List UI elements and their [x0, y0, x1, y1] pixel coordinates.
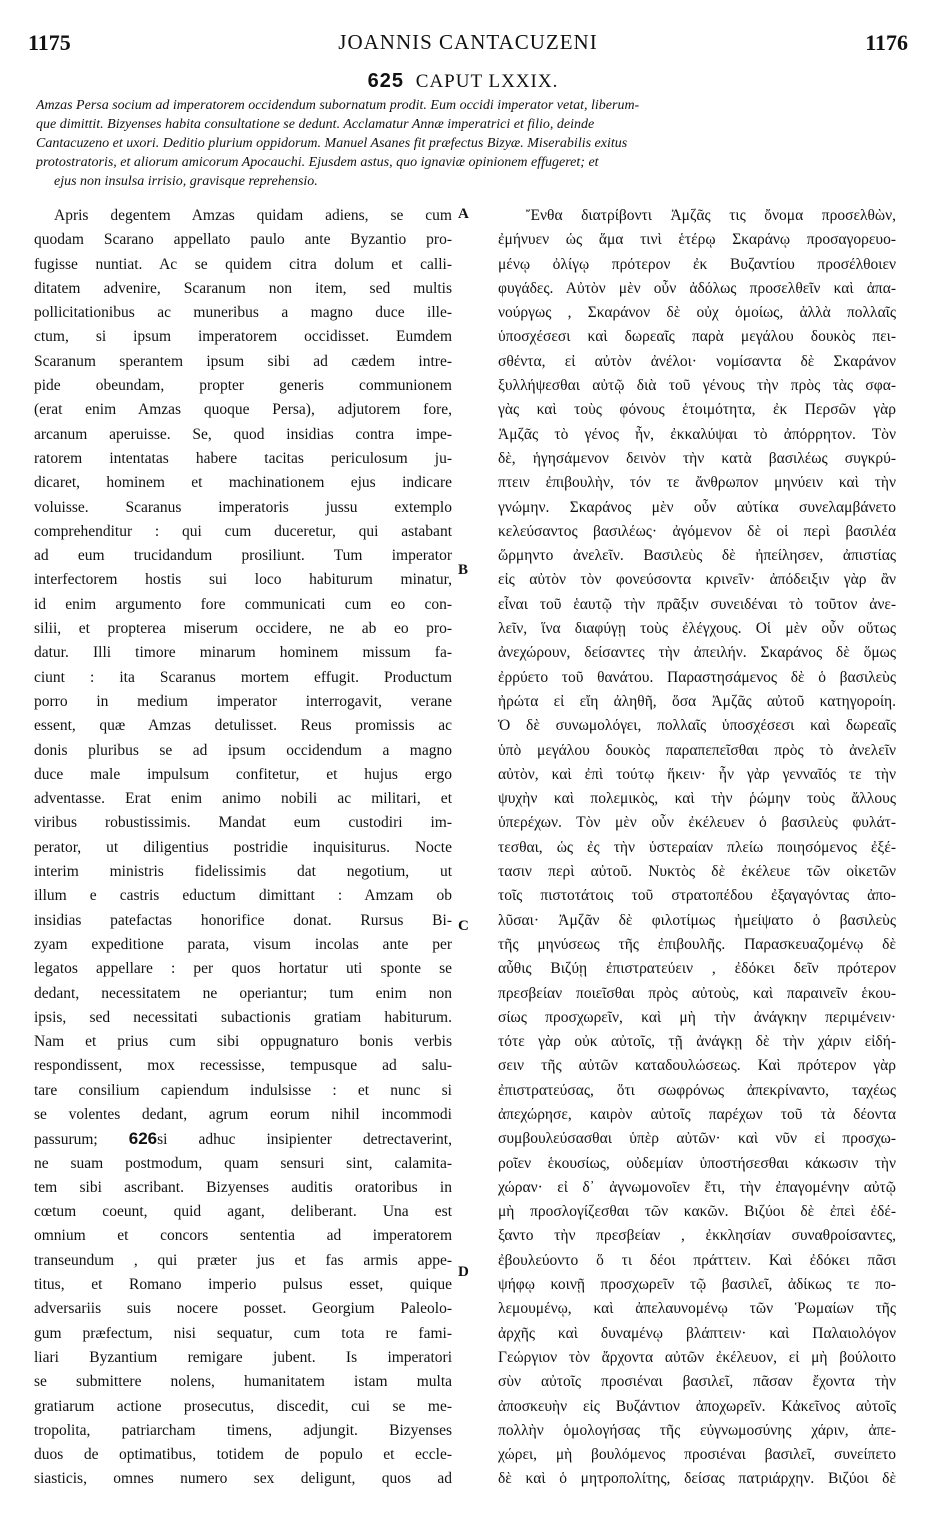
text-line: perator, ut diligentius postridie inquisiturus. Nocte	[34, 838, 452, 856]
text-line: φυγάδες. Αὐτὸν μὲν οὖν ἀδόλως προσελθεῖν καὶ ἀπα-	[498, 279, 896, 297]
text-line: χώραν· εἰ δ᾽ ἀγνωμονοῖεν ἔτι, τὴν ἐπαγομένην αὐτῷ	[498, 1178, 896, 1196]
text-line-with-page-marker	[34, 1127, 452, 1151]
text-line: pollicitationibus ac muneribus a magno duce ille-	[34, 304, 452, 322]
summary-line: ejus non insulsa irrisio, gravisque reprehensio.	[54, 174, 318, 189]
text-line: voluisse. Scaranus imperatoris jussu extemplo	[34, 498, 452, 516]
page-number-right: 1176	[865, 30, 908, 55]
text-line: comprehenditur : qui cum duceretur, qui astabant	[34, 522, 452, 540]
page-number-left: 1175	[28, 30, 71, 55]
text-line: fugisse nuntiat. Ac se quidem citra dolum et calli-	[34, 255, 452, 273]
text-line: σειν τῆς αὐτῶν καταδουλώσεως. Καὶ πρότερον γὰρ	[498, 1057, 896, 1075]
text-line: δὲ καὶ ὁ μητροπολίτης, δείσας πατριάρχην. Βιζύοι δὲ	[498, 1470, 896, 1488]
text-line: pide obeundam, propter generis communionem	[34, 377, 452, 395]
text-line: νούργως , Σκαράνον δὲ οὐχ ὁμοίως, ἀλλὰ πολλαῖς	[498, 304, 896, 322]
text-line: ipsis, sed necessitati subactionis gratiam habiturum.	[34, 1008, 452, 1026]
text-line: ροῖεν ἑκουσίως, οὐδεμίαν ὑποστήσεσθαι κάκωσιν τὴν	[498, 1154, 896, 1172]
text-line: id enim argumento fore communicati cum eo con-	[34, 595, 452, 613]
summary-line: Amzas Persa socium ad imperatorem occidendum subornatum prodit. Eum occidi imperator vetat, liberum-	[36, 98, 640, 113]
text-line: ἠρώτα εἰ εἴη ἀληθῆ, ὅσα Ἀμζᾶς αὐτοῦ κατηγοροίη.	[498, 692, 896, 710]
text-line: insidias patefactas honorifice donat. Rursus Bi-	[34, 911, 452, 929]
text-line: λεῖν, ἵνα διαφύγῃ τοὺς ἐλέγχους. Οἱ μὲν οὖν οὕτως	[498, 620, 896, 638]
text-line: γὰς καὶ τοὺς φόνους ἑτοιμότητα, ἐκ Περσῶν γὰρ	[498, 401, 896, 419]
text-line: zyam expeditione parata, visum incolas ante per	[34, 935, 452, 953]
text-line: τεσθαι, ὡς ἐς τὴν ὑστεραίαν πλείω ποιησόμενος ἐξέ-	[498, 838, 896, 856]
text-line: duce male impulsum confitetur, et hujus ergo	[34, 765, 452, 783]
text-line: ὑπερέχων. Τὸν μὲν οὖν ἐκέλευεν ὁ βασιλεὺς φυλάτ-	[498, 814, 896, 832]
summary-line: Cantacuzeno et uxori. Deditio plurium oppidorum. Manuel Asanes fit præfectus Bizyæ. Miserabilis exitus	[36, 136, 628, 151]
text-line: μὴ προσλογίζεσθαι τῶν κακῶν. Βιζύοι δὲ ἐπεὶ ἐδέ-	[498, 1203, 896, 1221]
text-line: se volentes dedant, agrum eorum nihil incommodi	[34, 1105, 452, 1123]
text-line: ἀπεχώρησε, καιρὸν αὐτοῖς παρέχων τοῦ τὰ δέοντα	[498, 1105, 896, 1123]
text-line: ἀνεχώρουν, δείσαντες τὴν ἀπειλήν. Σκαράνος δὲ ὅμως	[498, 644, 896, 662]
text-line: ἐπιστρατεύσας, ὅτι σωφρόνως ἀπεκρίναντο, ταχέως	[498, 1081, 896, 1099]
text-line: interim ministris fidelissimis dat negotium, ut	[34, 863, 452, 881]
text-line: ψυχὴν καὶ πολεμικὸς, καὶ τὴν ῥώμην τοὺς ἄλλους	[498, 790, 896, 808]
text-line: ἀποσκευὴν εἰς Βυζάντιον ἀποχωρεῖν. Κἀκεῖνος αὐτοῖς	[498, 1397, 896, 1415]
text-line: donis pluribus se ad ipsum occidendum a magno	[34, 741, 452, 759]
text-line: δὲ, ἡγησάμενον δεινὸν τὴν κατὰ βασιλέως συγκρύ-	[498, 449, 896, 467]
text-line: ὑποσχέσεσι καὶ δωρεαῖς παρὰ μεγάλου δουκὸς πει-	[498, 328, 896, 346]
text-line: tropolita, patriarcham timens, adjungit. Bizyenses	[34, 1421, 452, 1439]
text-line: ξυλλήψεσθαι αὐτῷ διὰ τοῦ γένους τὴν πρὸς τὰς σφα-	[498, 377, 896, 395]
text-line: ne suam postmodum, quam sensuri sint, calamita-	[34, 1154, 452, 1172]
text-line: τοῖς πιστοτάτοις τοῦ στρατοπέδου ἐξαγαγόντας ἀπο-	[498, 887, 896, 905]
text-line: λεμουμένῳ, καὶ ἀπελαυνομένῳ τῶν Ῥωμαίων τῆς	[498, 1300, 896, 1318]
text-line: gum præfectum, nisi sequatur, cum tota re fami-	[34, 1324, 452, 1342]
text-line: ad eum trucidandum prosiliunt. Tum imperator	[34, 547, 452, 565]
text-line: interfectorem hostis sui loco habiturum minatur,	[34, 571, 452, 589]
chapter-summary	[36, 96, 898, 191]
text-line: essent, quæ Amzas detulisset. Reus promissis ac	[34, 717, 452, 735]
text-line: ψήφῳ κοινῇ προσχωρεῖν τῷ βασιλεῖ, ἀδίκως τε πο-	[498, 1276, 896, 1294]
summary-line: protostratoris, et aliorum amicorum Apocauchi. Ejusdem astus, quo ignaviæ opinionem effugeret; et	[36, 155, 599, 170]
text-line: gratiarum actione prosecutus, discedit, cui se me-	[34, 1397, 452, 1415]
text-line: porro in medium imperator interrogavit, verane	[34, 692, 452, 710]
text-line: adventasse. Erat enim animo nobili ac militari, et	[34, 790, 452, 808]
inline-page-marker: 626	[128, 1129, 158, 1149]
text-line: tare consilium capiendum indulsisse : et nunc si	[34, 1081, 452, 1099]
text-line: cœtum coeunt, quid agant, deliberant. Una est	[34, 1203, 452, 1221]
text-line: illum e castris eductum dimittant : Amzam ob	[34, 887, 452, 905]
text-line: τότε γὰρ οὐκ αὐτοῖς, τῇ ἀνάγκῃ δὲ τὴν χάριν εἰδή-	[498, 1033, 896, 1051]
text-line: πτειν ἐπιβουλὴν, τόν τε ἄνθρωπον μηνύειν καὶ τὴν	[498, 474, 896, 492]
text-line: ἐβουλεύοντο ὅ τι δέοι πράττειν. Καὶ ἐδόκει πᾶσι	[498, 1251, 896, 1269]
text-line: αὖθις Βιζύῃ ἐπιστρατεύειν , ἐδόκει δεῖν πρότερον	[498, 960, 896, 978]
text-line: arcanum aperuisse. Se, quod insidias contra impe-	[34, 425, 452, 443]
text-line: Ὁ δὲ συνωμολόγει, πολλαῖς ὑποσχέσεσι καὶ δωρεαῖς	[498, 717, 896, 735]
latin-column	[34, 204, 452, 1492]
chapter-page-marker: 625	[367, 70, 405, 92]
text-line: χώρει, μὴ βουλόμενος προσιέναι βασιλεῖ, συνείπετο	[498, 1446, 896, 1464]
text-line: duos de optimatibus, totidem de populo et eccle-	[34, 1446, 452, 1464]
text-line: πολλὴν ὁμολογήσας τῆς εὐγνωμοσύνης χάριν, ἀπε-	[498, 1421, 896, 1439]
text-line: Scaranum sperantem ipsum sibi ad cædem intre-	[34, 352, 452, 370]
text-fragment: passurum;	[34, 1131, 98, 1149]
text-line: datur. Illi timore minarum hominem missum fa-	[34, 644, 452, 662]
running-title: JOANNIS CANTACUZENI	[338, 30, 598, 54]
text-line: ξαντο τὴν πρεσβείαν , ἐκκλησίαν συναθροίσαντες,	[498, 1227, 896, 1245]
text-line: dedant, necessitatem ne operiantur; tum enim non	[34, 984, 452, 1002]
text-fragment: si adhuc insipienter detrectaverint,	[157, 1131, 452, 1149]
text-line: omnium et concors sententia ad imperatorem	[34, 1227, 452, 1245]
text-line: viribus robustissimis. Mandat eum custodiri im-	[34, 814, 452, 832]
text-line: Nam et prius cum sibi oppugnaturo bonis verbis	[34, 1033, 452, 1051]
text-line: γνώμην. Σκαράνος μὲν οὖν αὐτίκα συνελαμβάνετο	[498, 498, 896, 516]
text-line: liari Byzantium remigare jubent. Is imperatori	[34, 1348, 452, 1366]
text-line: σίως προσχωρεῖν, καὶ μὴ τὴν ἀνάγκην περιμένειν·	[498, 1008, 896, 1026]
summary-line: que dimittit. Bizyenses habita consultatione se dedunt. Acclamatur Annæ imperatrici et filio, deinde	[36, 117, 595, 132]
text-line: εἰς αὐτὸν τὸν φονεύσοντα κρινεῖν· ἀπόδειξιν γὰρ ἂν	[498, 571, 896, 589]
margin-letter-b: B	[458, 562, 469, 578]
text-line: silii, et propterea miserum occidere, ne ab eo pro-	[34, 620, 452, 638]
text-line: ὑπὸ μεγάλου δουκὸς παραπεπεῖσθαι πρὸς τὸ ἀνελεῖν	[498, 741, 896, 759]
text-line: ctum, si ipsum imperatorem occidisset. Eumdem	[34, 328, 452, 346]
text-line: ὥρμηντο ἀνελεῖν. Βασιλεὺς δὲ ἠπείλησεν, ἀπιστίας	[498, 547, 896, 565]
text-line: ditatem advenire, Scaranum non item, sed multis	[34, 279, 452, 297]
text-line: αὐτὸν, καὶ ἐπὶ τούτῳ ἥκειν· ἦν γὰρ γενναῖός τε τὴν	[498, 765, 896, 783]
text-line: transeundum , qui præter jus et fas armis appe-	[34, 1251, 452, 1269]
text-line: Apris degentem Amzas quidam adiens, se cum	[54, 207, 452, 224]
text-line: εἶναι τοῦ ἑαυτῷ τὴν πρᾶξιν συνειδέναι τὸ τοῦτον ἀνε-	[498, 595, 896, 613]
text-line: σθέντα, εἰ αὐτὸν ἀνέλοι· νομίσαντα δὲ Σκαράνον	[498, 352, 896, 370]
text-line: tem sibi ascribant. Bizyenses auditis oratoribus in	[34, 1178, 452, 1196]
text-line: λῦσαι· Ἀμζᾶν δὲ φιλοτίμως ἠμείψατο ὁ βασιλεὺς	[498, 911, 896, 929]
text-line: ciunt : ita Scaranus mortem effugit. Productum	[34, 668, 452, 686]
margin-letter-d: D	[458, 1264, 469, 1280]
text-line: τασιν περὶ αὐτοῦ. Νυκτὸς δὲ ἐκέλευε τῶν οἰκετῶν	[498, 863, 896, 881]
text-line: τῆς μηνύσεως τῆς ἐπιβουλῆς. Παρασκευαζομένῳ δὲ	[498, 935, 896, 953]
text-line: μένῳ ὀλίγῳ πρότερον ἐκ Βυζαντίου προσέλθοιεν	[498, 255, 896, 273]
text-line: adversariis suis nocere posset. Georgium Paleolo-	[34, 1300, 452, 1318]
greek-column	[498, 204, 896, 1492]
chapter-title: CAPUT LXXIX.	[415, 71, 559, 92]
text-line: ἐμήνυεν ὡς ἅμα τινὶ ἑτέρῳ Σκαράνῳ προσαγορευο-	[498, 231, 896, 249]
text-line: Ἔνθα διατρίβοντι Ἀμζᾶς τις ὄνομα προσελθὼν,	[526, 207, 896, 224]
text-line: dicaret, hominem et machinationem ejus indicare	[34, 474, 452, 492]
text-line: συμβουλεύσασθαι ὑπὲρ αὐτῶν· καὶ νῦν εἰ προσχω-	[498, 1130, 896, 1148]
text-line: respondissent, mox recessisse, tempusque ad salu-	[34, 1057, 452, 1075]
text-line: ratorem intentatas habere tacitas periculosum ju-	[34, 449, 452, 467]
text-line: (erat enim Amzas quoque Persa), adjutorem fore,	[34, 401, 452, 419]
text-line: κελεύσαντος βασιλέως· ἀγόμενον δὲ οἱ περὶ βασιλέα	[498, 522, 896, 540]
text-line: ἀρχῆς καὶ δυναμένῳ βλάπτειν· καὶ Παλαιολόγον	[498, 1324, 896, 1342]
running-header	[28, 30, 908, 58]
text-line: se submittere nolens, humanitatem istam multa	[34, 1373, 452, 1391]
text-line: titus, et Romano imperio pulsus esset, quique	[34, 1276, 452, 1294]
text-line: siasticis, omnes numero sex deligunt, quos ad	[34, 1470, 452, 1488]
text-line: πρεσβείαν ποιεῖσθαι πρὸς αὐτοὺς, καὶ παραινεῖν ἑκου-	[498, 984, 896, 1002]
text-line: ἐρρύετο τοῦ θανάτου. Παραστησάμενος δὲ ὁ βασιλεὺς	[498, 668, 896, 686]
text-line: Γεώργιον τὸν ἄρχοντα αὐτῶν ἐκέλευον, εἰ μὴ βούλοιτο	[498, 1348, 896, 1366]
chapter-heading	[0, 70, 926, 93]
margin-letter-c: C	[458, 918, 469, 934]
margin-letter-a: A	[458, 206, 469, 222]
text-line: σὺν αὐτοῖς προσιέναι βασιλεῖ, πᾶσαν ἔχοντα τὴν	[498, 1373, 896, 1391]
text-line: quodam Scarano appellato paulo ante Byzantio pro-	[34, 231, 452, 249]
text-line: Ἀμζᾶς τὸ γένος ἦν, ἐκκαλύψαι τὸ ἀπόρρητον. Τὸν	[498, 425, 896, 443]
text-line: legatos appellare : per quos hortatur uti sponte se	[34, 960, 452, 978]
